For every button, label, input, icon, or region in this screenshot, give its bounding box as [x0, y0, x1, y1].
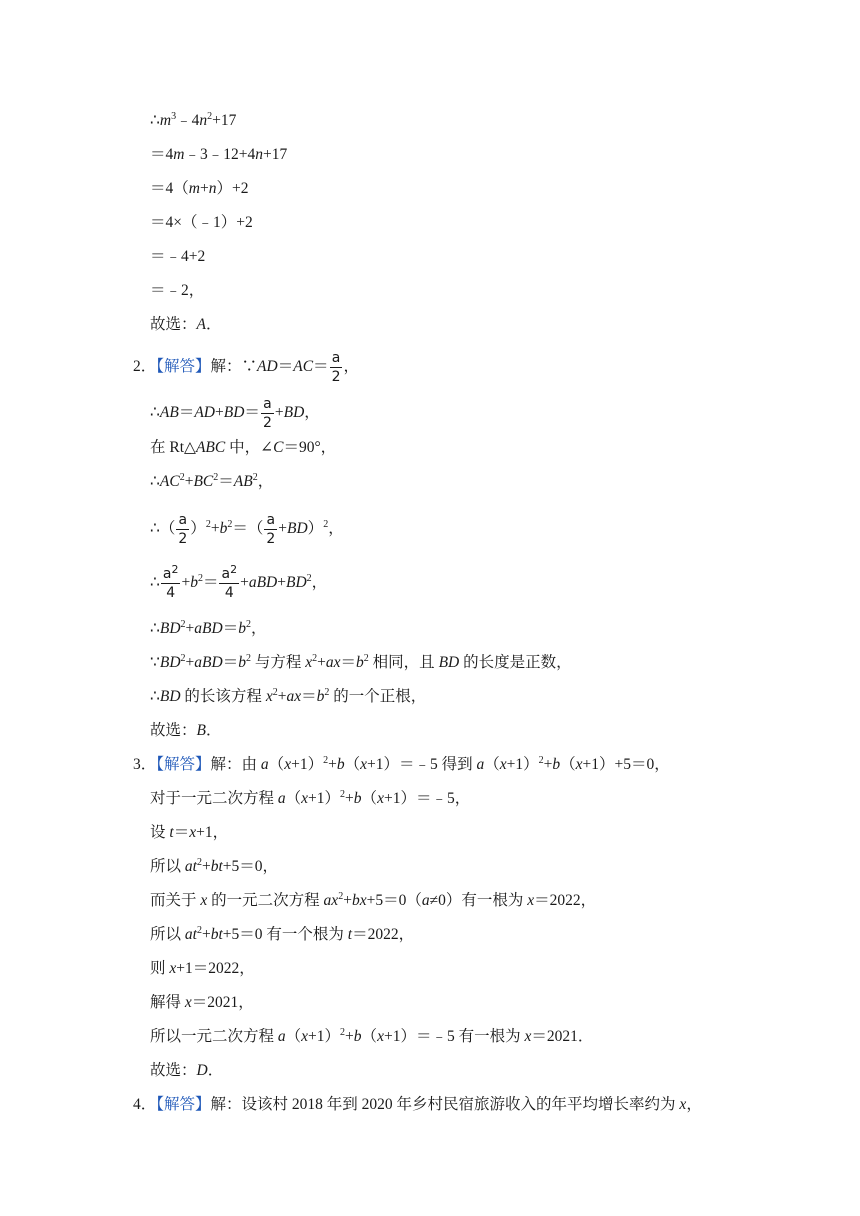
- q3-line-6: 所以 $at^2+bt+5=0$ 有一个根为 t＝2022，: [150, 925, 415, 943]
- q3-tag: 【解答】: [156, 756, 211, 773]
- q1-line-5: ＝﹣4+2: [150, 248, 206, 265]
- q3-answer: 故选：D．: [150, 1062, 224, 1079]
- q3-line-3: 设 t＝x+1，: [150, 824, 229, 841]
- fraction-a2-over-4: $\frac{a^2}{4}$: [221, 563, 238, 601]
- fraction-a-over-2: $\frac{a}{2}$: [178, 512, 188, 547]
- q2-line-5: ∴（ $\frac{a}{2}$ ）$^2+b^2=$（ $\frac{a}{2}$ +BD）$^2$，: [150, 512, 344, 547]
- q3-line-4: 所以 $at^2+bt+5=0$，: [150, 857, 279, 875]
- q2-tag: 【解答】: [156, 358, 211, 376]
- q1-line-3: ＝4（m+n）+2: [150, 180, 249, 197]
- q2-line-7: $\therefore BD^2+aBD=b^2$，: [150, 619, 267, 637]
- q2-line-2: ∴AB＝AD+BD＝ $\frac{a}{2}$ +BD，: [150, 396, 320, 431]
- q2-line-3: 在 Rt△ABC 中，∠C＝90°，: [150, 439, 337, 456]
- q2-answer: 故选：B．: [150, 722, 222, 739]
- q2-line-4: $\therefore AC^2+BC^2=AB^2$，: [150, 472, 274, 490]
- fraction-a2-over-4: $\frac{a^2}{4}$: [162, 563, 179, 601]
- q2-line-8: $\because BD^2+aBD=b^2$ 与方程 $x^2+ax=b^2$ 相同，且 BD 的长度是正数，: [150, 653, 572, 671]
- q2-number: 2．: [133, 358, 157, 376]
- q3-heading: 3．【解答】解：由 $a(x+1)^2+b(x+1)=﹣5$ 得到 $a(x+1)^2+b(x+1)+5=0$，: [133, 755, 670, 773]
- q3-line-7: 则 x+1＝2022，: [150, 960, 255, 977]
- fraction-a-over-2: $\frac{a}{2}$: [262, 396, 272, 431]
- q3-line-2: 对于一元二次方程 $a(x+1)^2+b(x+1)=﹣5$，: [150, 789, 471, 807]
- q1-line-2: ＝4m﹣3﹣12+4n+17: [150, 146, 288, 163]
- q3-line-5: 而关于 x 的一元二次方程 $ax^2+bx+5=0(a\ne 0)$有一根为 x＝2022，: [150, 891, 597, 909]
- fraction-a-over-2: $\frac{a}{2}$: [266, 512, 276, 547]
- q3-number: 3．: [133, 756, 157, 773]
- q4-tag: 【解答】: [156, 1096, 211, 1113]
- q2-heading: 2．【解答】解：∵AD＝AC＝ $\frac{a}{2}$ ，: [133, 350, 359, 385]
- q1-line-6: ＝﹣2，: [150, 282, 205, 299]
- q4-heading: 4．【解答】解：设该村 2018 年到 2020 年乡村民宿旅游收入的年平均增长率约为 x，: [133, 1096, 702, 1113]
- q1-answer: 故选：A．: [150, 316, 222, 333]
- fraction-a-over-2: $\frac{a}{2}$: [331, 350, 341, 385]
- q4-number: 4．: [133, 1096, 157, 1113]
- q3-line-9: 所以一元二次方程 $a(x+1)^2+b(x+1)=﹣5$ 有一根为 x＝2021．: [150, 1027, 594, 1045]
- q2-line-6: ∴ $\frac{a^2}{4}$ $+b^2=$ $\frac{a^2}{4}$ $+aBD+BD^2$，: [150, 563, 328, 601]
- q1-line-1: $\therefore m^3﹣4n^2+17$: [150, 111, 237, 129]
- q1-line-4: ＝4×（﹣1）+2: [150, 214, 253, 231]
- q3-line-8: 解得 x＝2021，: [150, 994, 254, 1011]
- q2-line-9: ∴BD 的长该方程 $x^2+ax=b^2$ 的一个正根，: [150, 687, 427, 705]
